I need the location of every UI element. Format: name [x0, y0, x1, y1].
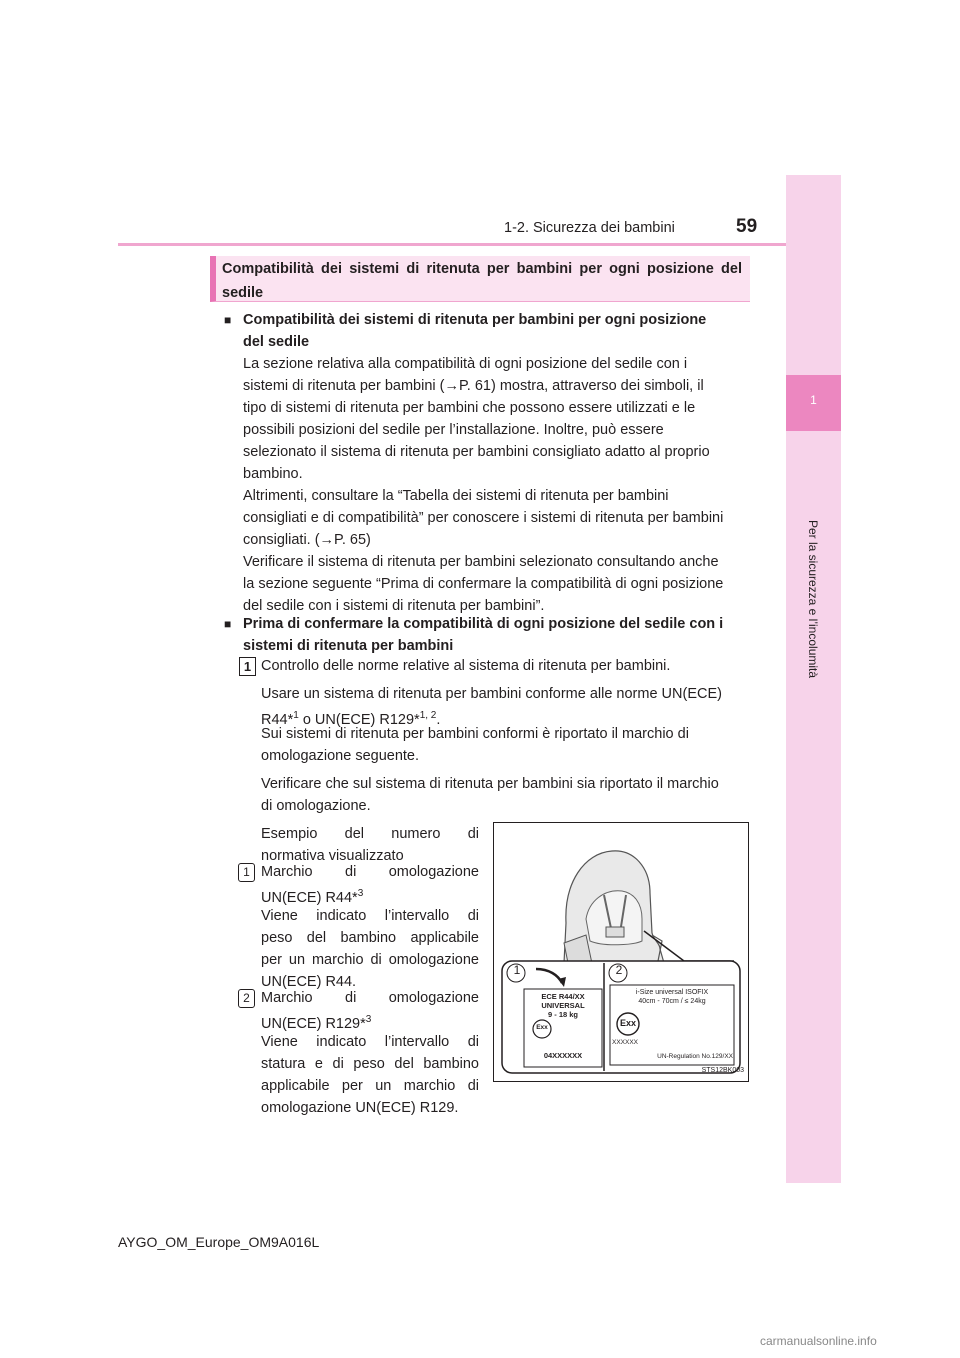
bullet-square-icon: ■ — [224, 313, 232, 327]
item2-line1: Marchio di omologazione — [261, 990, 479, 1006]
step1-p2-line2: omologazione seguente. — [261, 748, 420, 764]
step1-p2-line1: Sui sistemi di ritenuta per bambini conformi è riportato il marchio di — [261, 726, 689, 742]
footer-doc-id: AYGO_OM_Europe_OM9A016L — [118, 1234, 320, 1250]
r129-regulation: UN-Regulation No.129/XX — [657, 1053, 733, 1060]
example-line1: Esempio del numero di — [261, 826, 479, 842]
figure-label-1: 1 — [513, 963, 521, 977]
step1-p1-line1: Usare un sistema di ritenuta per bambini conforme alle norme UN(ECE) — [261, 686, 722, 702]
watermark: carmanualsonline.info — [760, 1334, 877, 1348]
item2-desc-line1: Viene indicato l’intervallo di — [261, 1034, 479, 1050]
r129-e-mark: Exx — [619, 1018, 636, 1028]
section1-para3-line3: del sedile con i sistemi di ritenuta per bambini”. — [243, 598, 545, 614]
r44-code: 04XXXXXX — [543, 1051, 583, 1060]
section1-para3-line1: Verificare il sistema di ritenuta per bambini selezionato consultando anche — [243, 554, 719, 570]
step1-text: Controllo delle norme relative al sistema di ritenuta per bambini. — [261, 658, 671, 674]
section1-para2-line1: Altrimenti, consultare la “Tabella dei sistemi di ritenuta per bambini — [243, 488, 669, 504]
section1-para1-line1: La sezione relativa alla compatibilità di ogni posizione del sedile con i — [243, 356, 688, 372]
section1-para1-line4: possibili posizioni del sedile per l’installazione. Inoltre, può essere — [243, 422, 664, 438]
item1-line2: UN(ECE) R44*$^3$ — [261, 888, 364, 906]
item1-desc-line1: Viene indicato l’intervallo di — [261, 908, 479, 924]
chapter-label: Per la sicurezza e l’incolumità — [806, 519, 820, 679]
item2-desc-line3: applicabile per un marchio di — [261, 1078, 479, 1094]
item1-line1: Marchio di omologazione — [261, 864, 479, 880]
section-title: 1-2. Sicurezza dei bambini — [504, 220, 675, 236]
r129-code: XXXXXX — [612, 1039, 639, 1046]
section1-para1-line2: sistemi di ritenuta per bambini (→P. 61) mostra, attraverso dei simboli, il — [243, 378, 704, 394]
section1-title-line1: Compatibilità dei sistemi di ritenuta per bambini per ogni posizione — [243, 312, 707, 328]
step1-p1-line2: R44*$^1$ o UN(ECE) R129*$^{1, 2}$. — [261, 710, 441, 728]
chapter-number: 1 — [810, 393, 817, 407]
item1-desc-line2: peso del bambino applicabile — [261, 930, 479, 946]
section1-para2-line3: consigliati. (→P. 65) — [243, 532, 371, 548]
item2-desc-line4: omologazione UN(ECE) R129. — [261, 1100, 459, 1116]
section1-para1-line5: selezionato il sistema di ritenuta per bambini consigliato adatto al proprio — [243, 444, 710, 460]
r44-mark-text: ECE R44/XX UNIVERSAL 9 - 18 kg — [541, 992, 585, 1019]
page-heading: Compatibilità dei sistemi di ritenuta per bambini per ogni posizione del sedile — [222, 261, 742, 301]
section2-title-line2: sistemi di ritenuta per bambini — [243, 638, 454, 654]
step1-p3-line2: di omologazione. — [261, 798, 371, 814]
section2-title-line1: Prima di confermare la compatibilità di ogni posizione del sedile con i — [243, 616, 724, 632]
example-line2: normativa visualizzato — [261, 848, 404, 864]
step1-p3-line1: Verificare che sul sistema di ritenuta per bambini sia riportato il marchio — [261, 776, 719, 792]
step-number-box: 1 — [239, 657, 256, 676]
item-number-2: 2 — [238, 989, 255, 1008]
header-rule — [118, 243, 786, 246]
page-number: 59 — [736, 216, 758, 237]
item2-line2: UN(ECE) R129*$^3$ — [261, 1014, 372, 1032]
item2-desc-line2: statura e di peso del bambino — [261, 1056, 479, 1072]
r44-e-mark: Exx — [536, 1024, 548, 1031]
figure-code: STS12BK003 — [701, 1067, 744, 1074]
section1-para1-line3: tipo di sistemi di ritenuta per bambini che possono essere utilizzati e le — [243, 400, 696, 416]
section1-para2-line2: consigliati e di compatibilità” per conoscere i sistemi di ritenuta per bambini — [243, 510, 724, 526]
section1-para1-line6: bambino. — [243, 466, 303, 482]
section1-title-line2: del sedile — [243, 334, 310, 350]
item1-desc-line4: UN(ECE) R44. — [261, 974, 357, 990]
section1-para3-line2: la sezione seguente “Prima di confermare la compatibilità di ogni posizione — [243, 576, 724, 592]
figure-label-2: 2 — [615, 963, 623, 977]
bullet-square-icon: ■ — [224, 617, 232, 631]
figure-approval-marks — [493, 822, 749, 1082]
item1-desc-line3: per un marchio di omologazione — [261, 952, 479, 968]
r129-mark-text: i-Size universal ISOFIX 40cm - 70cm / ≤ 24kg — [635, 989, 709, 1005]
item-number-1: 1 — [238, 863, 255, 882]
